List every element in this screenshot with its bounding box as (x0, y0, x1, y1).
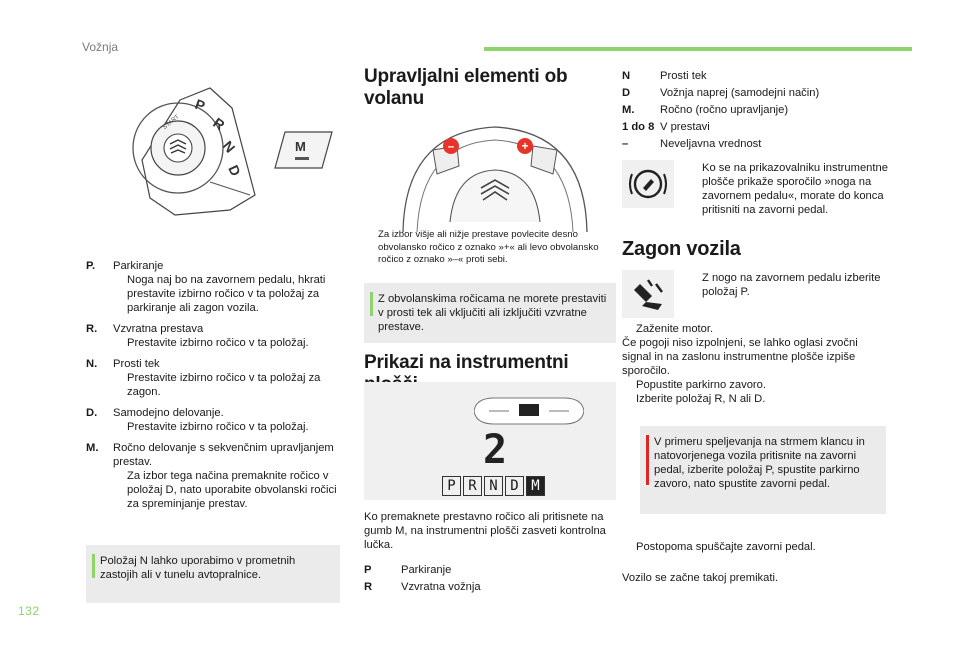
legend-row (622, 68, 882, 85)
definition-text: Parkiranje (113, 260, 164, 272)
definition-bullet: Za izbor tega načina premaknite ročico v položaj D, nato uporabite obvolanski ročici za spreminjanje prestav. (127, 470, 337, 510)
header-accent-bar (484, 47, 912, 51)
selector-letter-d: D (225, 162, 245, 179)
warning-bullet-text: Ko se na prikazovalniku instrumentne plošče prikaže sporočilo »noga na zavornem pedalu«, morate do konca pritisniti na zavorni pedal. (702, 162, 888, 216)
minus-sign: – (447, 139, 455, 153)
legend-value: Vzvratna vožnja (401, 581, 481, 593)
definition-bullet: Prestavite izbirno ročico v ta položaj. (127, 421, 309, 433)
definition-bullet: Noga naj bo na zavornem pedalu, hkrati prestavite izbirno ročico v ta položaj za parkiranje ali zagon vozila. (127, 274, 326, 314)
legend-row (364, 579, 620, 596)
bullet-icon (688, 161, 702, 217)
definition-p (86, 259, 348, 315)
bullet-icon (364, 229, 378, 267)
info-icon (92, 554, 95, 578)
legend-value: V prestavi (660, 121, 710, 133)
paddle-instructions (364, 229, 616, 267)
definition-text: Samodejno delovanje. (113, 407, 224, 419)
current-gear-digit: 2 (482, 427, 508, 473)
info-note-neutral (86, 545, 340, 603)
note-text: V primeru speljevanja na strmem klancu in natovorjenega vozila pritisnite na zavorni pedal, izberite položaj P, spustite parkirno zavoro, nato spustite zavorni pedal. (654, 436, 865, 490)
definition-term: P. (86, 260, 96, 272)
legend-key: N (622, 70, 631, 82)
gear-indicator-m: M (526, 476, 545, 496)
final-text: Vozilo se začne takoj premikati. (622, 572, 779, 584)
definition-d (86, 406, 348, 434)
final-step (622, 540, 888, 554)
instrument-display-illustration (364, 382, 616, 500)
definition-n (86, 357, 348, 399)
legend-row (622, 102, 882, 119)
definition-term: N. (86, 358, 98, 370)
legend-value: Parkiranje (401, 564, 452, 576)
bullet-icon (622, 322, 636, 336)
mode-key-label: M (295, 139, 306, 154)
legend-value: Prosti tek (660, 70, 707, 82)
warning-icon (646, 435, 649, 485)
warning-note-slope (640, 426, 886, 514)
definition-text: Ročno delovanje s sekvenčnim upravljanjem prestav. (113, 442, 334, 468)
info-note-paddles (364, 283, 616, 343)
start-button (164, 134, 192, 162)
start-bullet-text: Z nogo na zavornem pedalu izberite položaj P. (702, 272, 881, 298)
gear-indicator-r: R (463, 476, 482, 496)
legend-row (622, 85, 882, 102)
start-label: START (162, 114, 181, 132)
brake-warning-icon (622, 160, 674, 208)
gauge-outline (474, 396, 584, 426)
heading-instrument-display: Prikazi na instrumentni (364, 352, 569, 373)
plus-sign: + (521, 139, 529, 153)
section-title: Vožnja (82, 40, 119, 54)
bullet-icon (113, 469, 127, 511)
note-text: Z obvolanskima ročicama ne morete prestaviti v prosti tek ali vključiti ali izključiti vzvratne prestave. (378, 293, 607, 333)
start-instruction (688, 271, 888, 299)
legend-key: M. (622, 104, 635, 116)
paddle-bullet-text: Za izbor višje ali nižje prestave povlecite desno obvolansko ročico z oznako »+« ali levo obvolansko ročico z oznako »–« proti sebi. (378, 229, 599, 265)
legend-key: D (622, 87, 631, 99)
legend-key: – (622, 138, 629, 150)
bullet-icon (113, 336, 127, 350)
bullet-icon (113, 273, 127, 315)
gear-indicator-d: D (505, 476, 524, 496)
legend-key: P (364, 564, 372, 576)
foot-brake-icon-box (622, 270, 674, 318)
step-text: Popustite parkirno zavoro. (636, 379, 766, 391)
info-icon (370, 292, 373, 316)
gear-selector-illustration (130, 80, 340, 230)
definition-m (86, 441, 348, 511)
bullet-icon (113, 371, 127, 399)
legend-value: Neveljavna vrednost (660, 138, 762, 150)
brake-warning-text (688, 161, 888, 217)
heading-steering-controls: Upravljalni elementi ob volanu (364, 66, 568, 109)
selector-letter-n: N (219, 137, 239, 156)
definition-r (86, 322, 348, 350)
start-steps (622, 322, 888, 406)
legend-value: Ročno (ročno upravljanje) (660, 104, 789, 116)
definition-term: M. (86, 442, 99, 454)
legend-row (622, 136, 882, 153)
definition-bullet: Prestavite izbirno ročico v ta položaj. (127, 337, 309, 349)
right-paddle (531, 146, 557, 174)
definition-term: R. (86, 323, 98, 335)
heading-start-vehicle: Zagon vozila (622, 238, 741, 260)
step-text: Zaženite motor. (636, 323, 714, 335)
steering-wheel-illustration (395, 122, 595, 232)
legend-row (364, 562, 620, 579)
definition-term: D. (86, 407, 98, 419)
legend-key: R (364, 581, 373, 593)
display-legend-left (364, 562, 620, 596)
bullet-icon (113, 420, 127, 434)
legend-key: 1 do 8 (622, 121, 655, 133)
gear-indicator-p: P (442, 476, 461, 496)
selector-letter-p: P (192, 95, 208, 115)
gear-indicator-strip (442, 476, 547, 496)
final-bullet-text: Postopoma spuščajte zavorni pedal. (636, 541, 816, 553)
legend-row (622, 119, 882, 136)
step-text: Če pogoji niso izpolnjeni, se lahko oglasi zvočni signal in na zaslonu instrumentne plošče izpiše sporočilo. (622, 337, 858, 377)
bullet-icon (688, 271, 702, 299)
definition-text: Prosti tek (113, 358, 160, 370)
gear-definitions (86, 259, 348, 518)
display-paragraph: Ko premaknete prestavno ročico ali pritisnete na gumb M, na instrumentni plošči zasveti kontrolna lučka. (364, 511, 606, 551)
bullet-icon (622, 540, 636, 554)
gear-indicator-n: N (484, 476, 503, 496)
step-text: Izberite položaj R, N ali D. (636, 393, 766, 405)
definition-text: Vzvratna prestava (113, 323, 204, 335)
note-text: Položaj N lahko uporabimo v prometnih zastojih ali v tunelu avtopralnice. (100, 555, 296, 581)
brake-warning-icon-box (622, 160, 674, 208)
bullet-icon (622, 392, 636, 406)
display-legend-right (622, 68, 882, 153)
legend-value: Vožnja naprej (samodejni način) (660, 87, 820, 99)
selector-letter-r: R (210, 114, 228, 134)
bullet-icon (622, 378, 636, 392)
foot-on-pedal-icon (622, 270, 674, 318)
page-number: 132 (18, 604, 40, 618)
definition-bullet: Prestavite izbirno ročico v ta položaj za zagon. (127, 372, 321, 398)
